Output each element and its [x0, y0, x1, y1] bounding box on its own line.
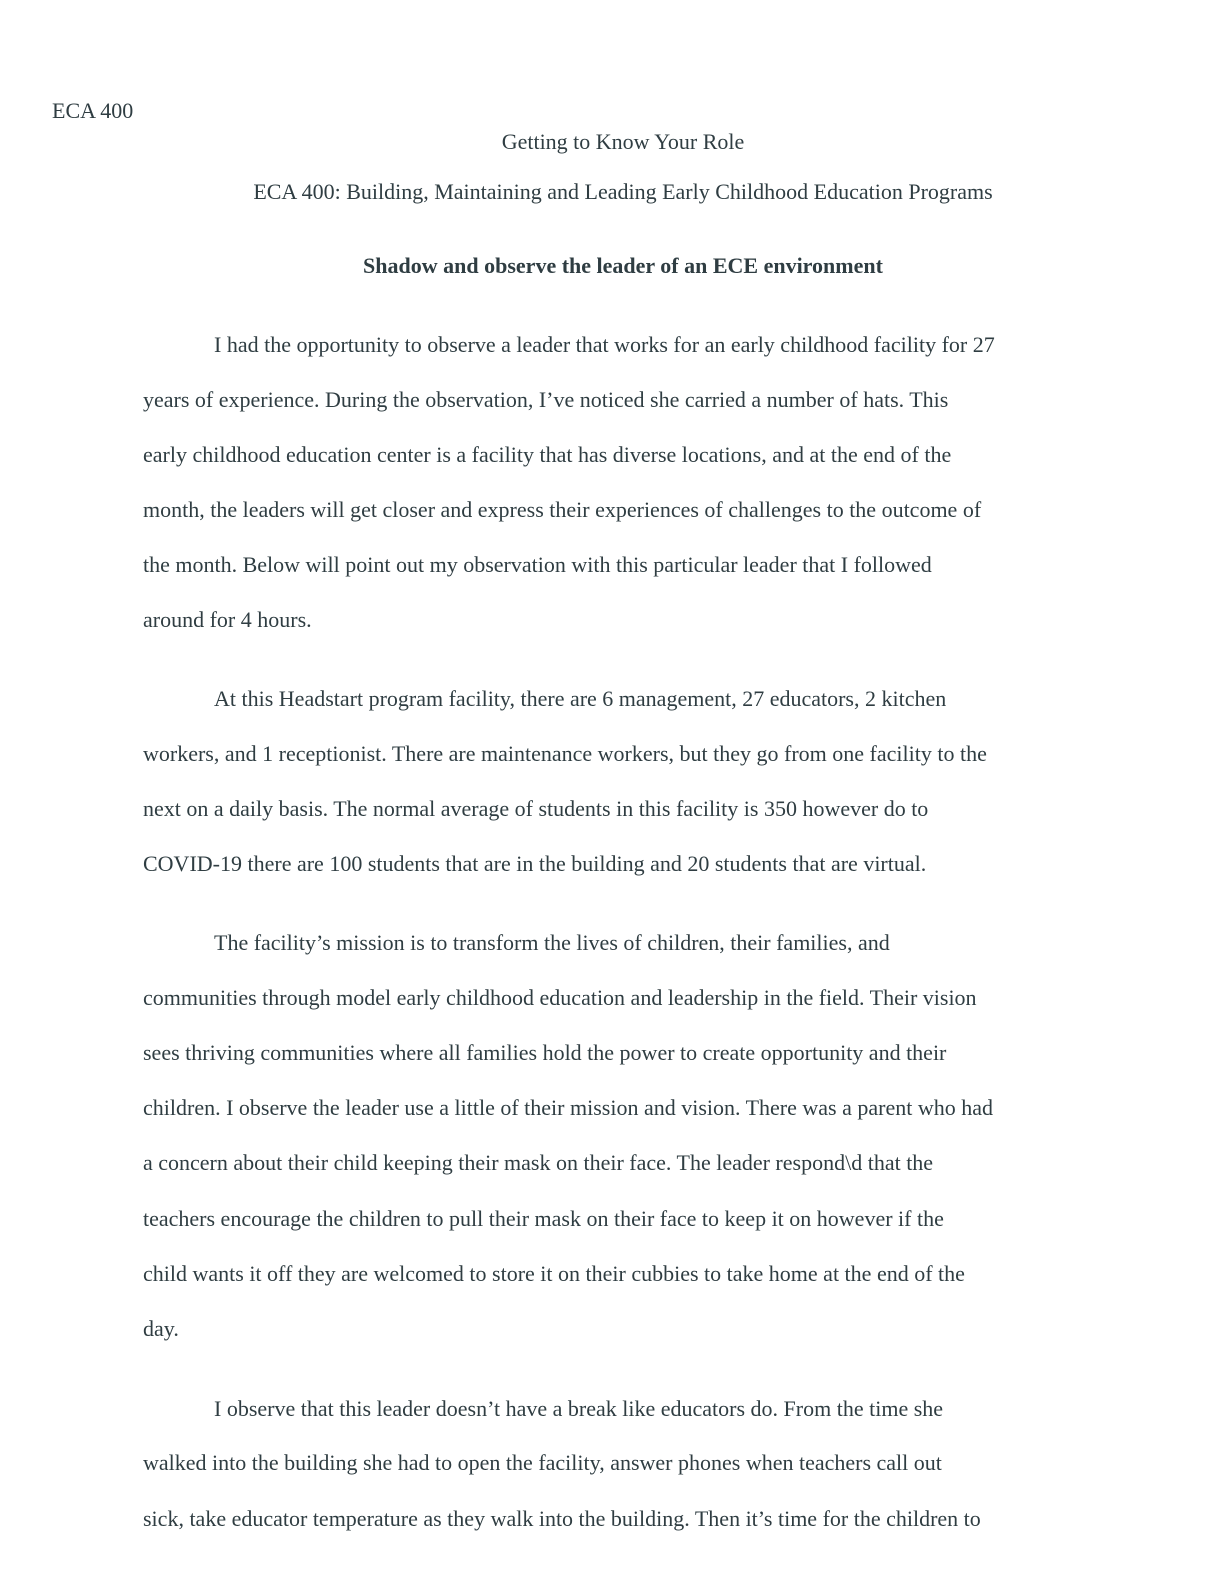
paragraph-4-line-3: sick, take educator temperature as they walk into the building. Then it’s time for the children to: [143, 1506, 981, 1531]
paper-title: Getting to Know Your Role: [501, 129, 745, 154]
paragraph-3-line-4: children. I observe the leader use a little of their mission and vision. There was a parent who had: [143, 1095, 993, 1120]
paragraph-3-line-7: child wants it off they are welcomed to store it on their cubbies to take home at the end of the: [143, 1261, 965, 1286]
paragraph-3-line-5: a concern about their child keeping their mask on their face. The leader respond\d that the: [143, 1150, 934, 1175]
paragraph-3-line-3: sees thriving communities where all families hold the power to create opportunity and their: [143, 1040, 947, 1065]
paragraph-3-line-8: day.: [143, 1316, 179, 1341]
paragraph-1-line-4: month, the leaders will get closer and express their experiences of challenges to the outcome of: [143, 497, 982, 522]
paragraph-4-line-2: walked into the building she had to open the facility, answer phones when teachers call out: [143, 1450, 942, 1475]
paragraph-1-line-3: early childhood education center is a facility that has diverse locations, and at the end of the: [143, 442, 952, 467]
paragraph-1-line-6: around for 4 hours.: [143, 607, 312, 632]
paragraph-3-line-2: communities through model early childhood education and leadership in the field. Their vision: [143, 985, 977, 1010]
paragraph-1-line-5: the month. Below will point out my observation with this particular leader that I followed: [143, 552, 932, 577]
paragraph-2-line-4: COVID-19 there are 100 students that are in the building and 20 students that are virtual.: [143, 851, 927, 876]
paragraph-2-line-2: workers, and 1 receptionist. There are maintenance workers, but they go from one facility to the: [143, 741, 987, 766]
course-code-header: ECA 400: [52, 98, 134, 123]
course-title: ECA 400: Building, Maintaining and Leading Early Childhood Education Programs: [253, 179, 993, 204]
paragraph-4-line-1: I observe that this leader doesn’t have a break like educators do. From the time she: [214, 1396, 944, 1421]
paragraph-1-line-1: I had the opportunity to observe a leader that works for an early childhood facility for 27: [214, 332, 995, 357]
paragraph-1-line-2: years of experience. During the observation, I’ve noticed she carried a number of hats. This: [143, 387, 949, 412]
paragraph-3-line-6: teachers encourage the children to pull their mask on their face to keep it on however if the: [143, 1206, 944, 1231]
section-heading: Shadow and observe the leader of an ECE environment: [363, 253, 883, 278]
paragraph-3-line-1: The facility’s mission is to transform the lives of children, their families, and: [214, 930, 890, 955]
paragraph-2-line-1: At this Headstart program facility, there are 6 management, 27 educators, 2 kitchen: [214, 686, 947, 711]
paragraph-2-line-3: next on a daily basis. The normal average of students in this facility is 350 however do to: [143, 796, 929, 821]
